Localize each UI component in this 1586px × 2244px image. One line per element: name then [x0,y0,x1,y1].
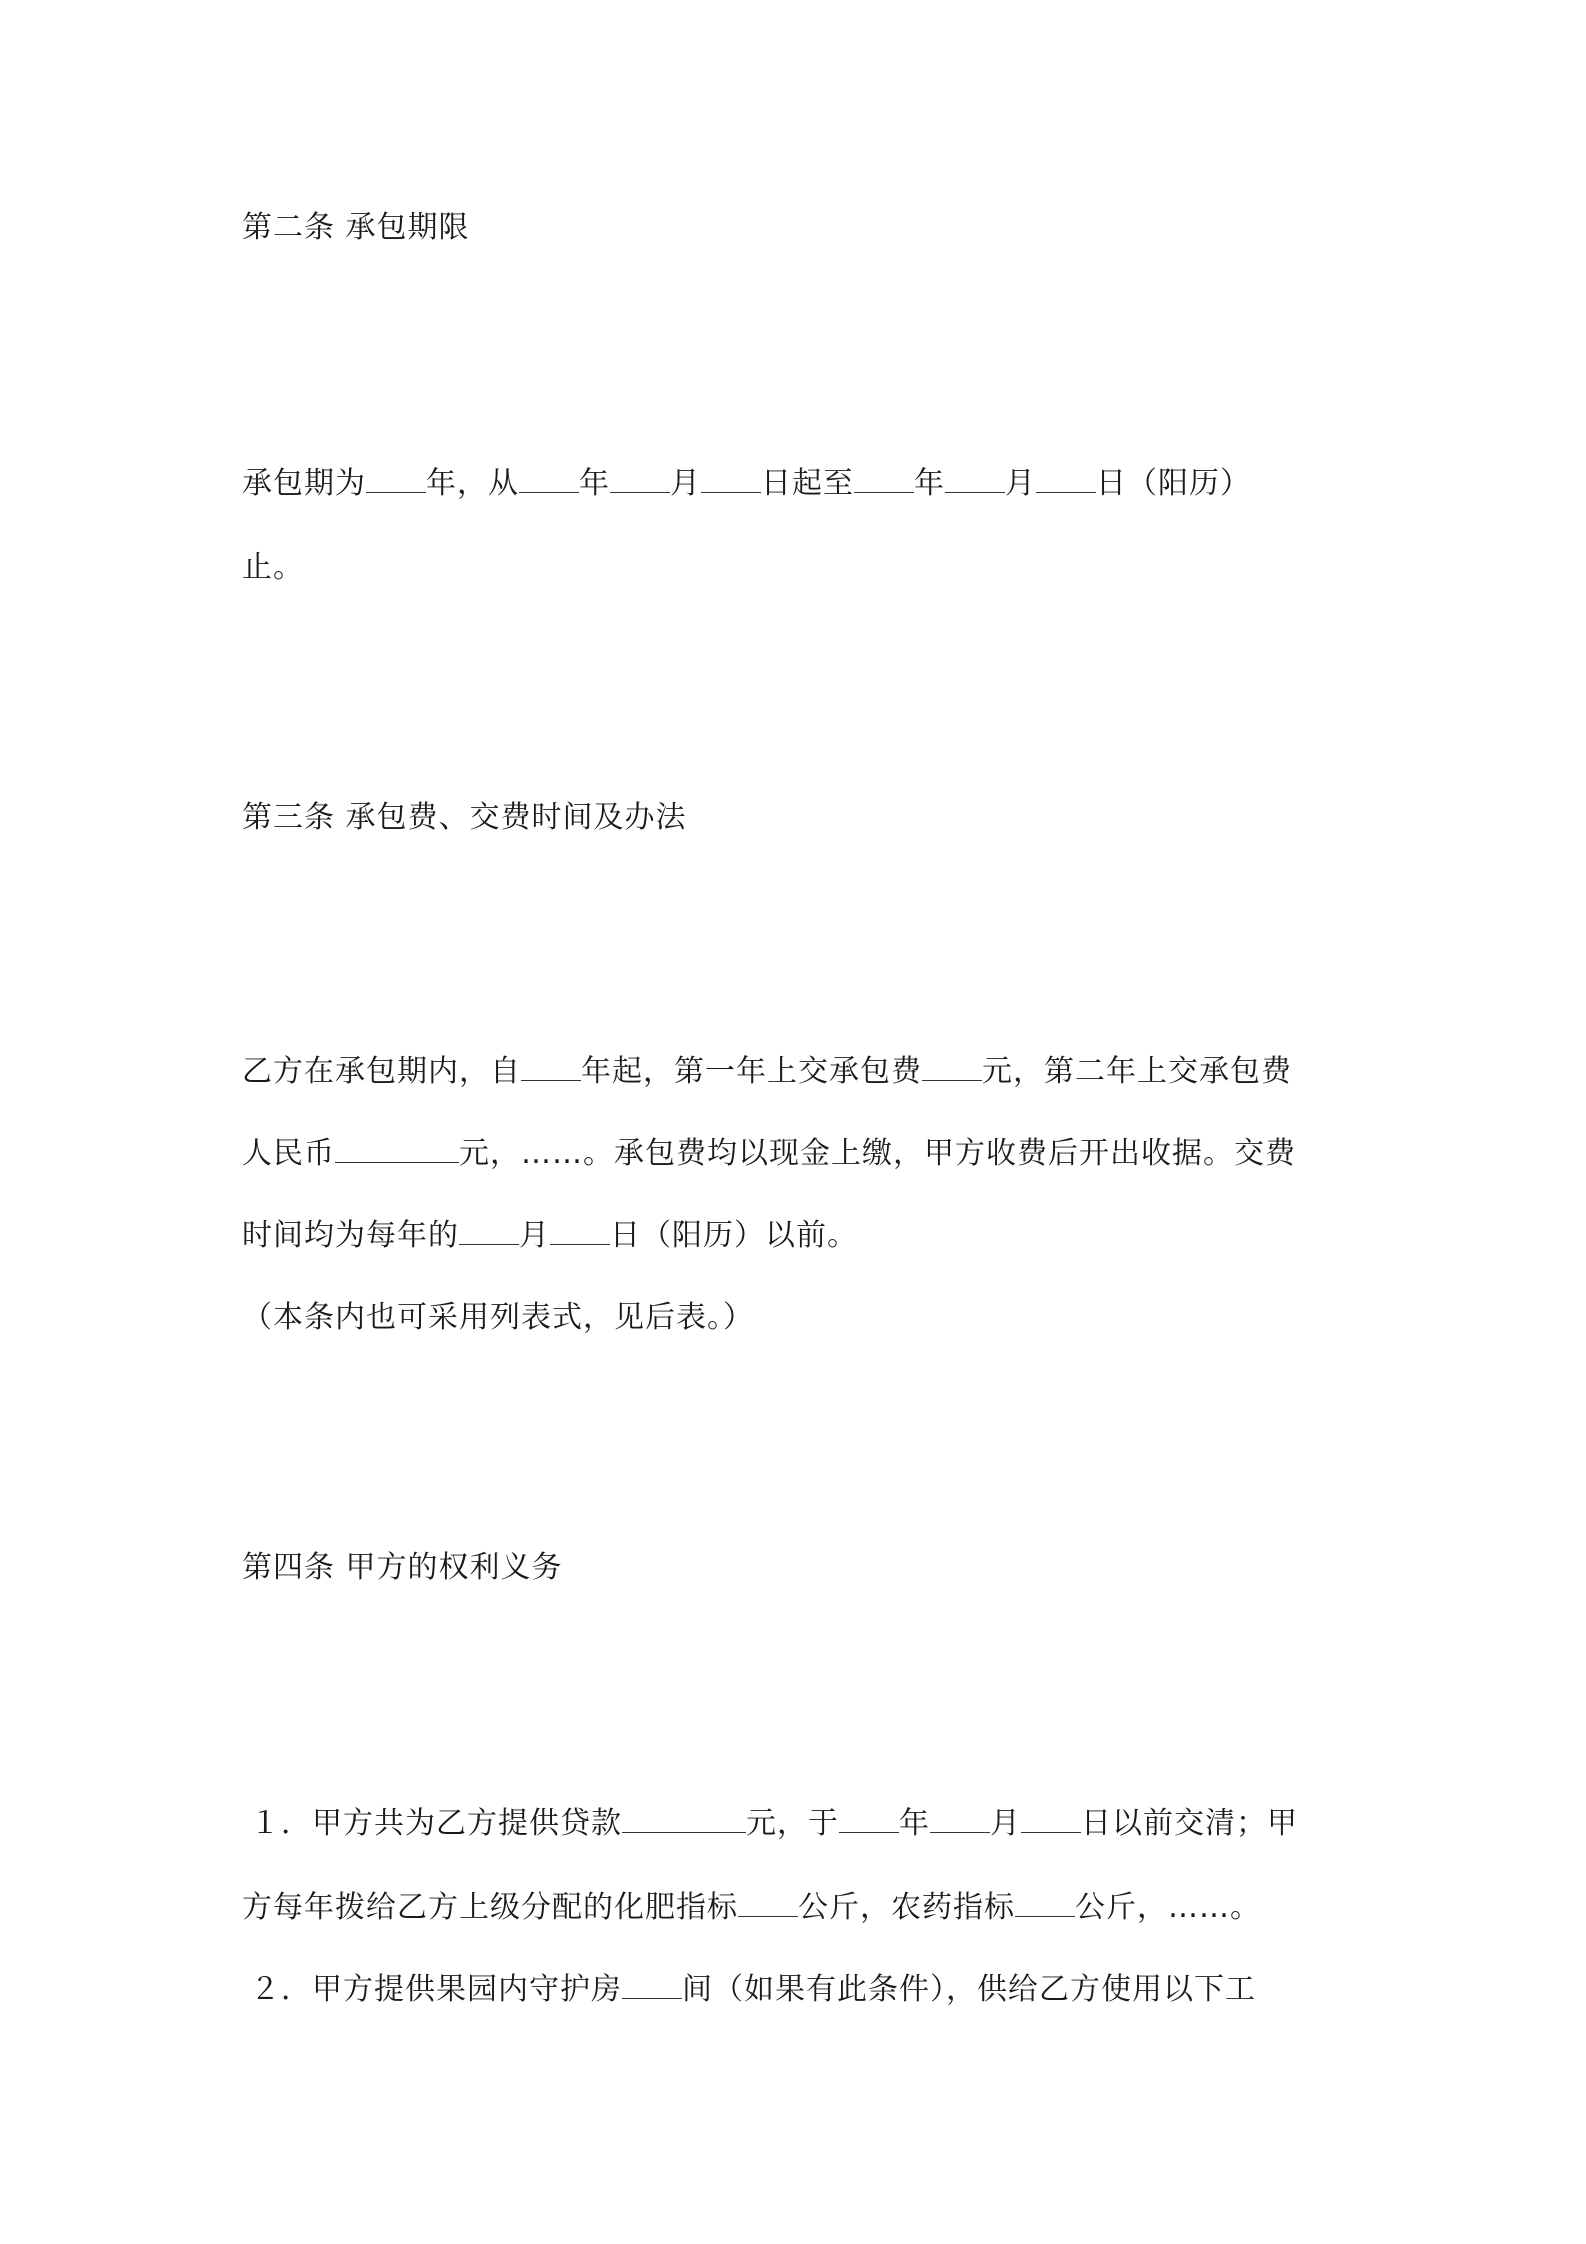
blank-years [366,466,426,493]
blank-start-year [519,466,579,493]
blank-pay-month [459,1218,519,1245]
text-segment: 月 [1005,466,1036,501]
blank-pesticide-quota [1015,1890,1075,1917]
article-3-paragraph-line-3 [242,1216,858,1256]
blank-loan-day [1021,1806,1081,1833]
text-segment: 元，于 [746,1806,839,1841]
blank-fertilizer-quota [738,1890,798,1917]
article-4-item-1-line-1 [250,1804,1298,1844]
text-segment: 日（阳历） [1096,466,1251,501]
text-segment: 人民币 [242,1136,335,1171]
text-segment: 年 [579,466,610,501]
text-segment: 月 [670,466,701,501]
text-segment: 年，从 [426,466,519,501]
text-segment: 月 [519,1218,550,1253]
blank-guard-rooms [622,1972,682,1999]
blank-loan-amount [622,1806,746,1833]
blank-second-year-fee [335,1136,459,1163]
article-2-heading: 第二条 承包期限 [242,210,470,245]
text-segment: 公斤，农药指标 [798,1890,1015,1925]
blank-loan-year [839,1806,899,1833]
article-4-heading: 第四条 甲方的权利义务 [242,1550,563,1585]
text-segment: 方每年拨给乙方上级分配的化肥指标 [242,1890,738,1925]
text-segment: 公斤，……。 [1075,1890,1261,1925]
text-segment: 年 [914,466,945,501]
text-segment: 月 [990,1806,1021,1841]
article-2-paragraph-line-1 [242,464,1251,504]
text-segment: 年 [899,1806,930,1841]
article-3-heading: 第三条 承包费、交费时间及办法 [242,800,687,835]
text-segment: １．甲方共为乙方提供贷款 [250,1806,622,1841]
text-segment: 元，……。承包费均以现金上缴，甲方收费后开出收据。交费 [459,1136,1296,1171]
blank-start-day [701,466,761,493]
blank-pay-day [550,1218,610,1245]
blank-loan-month [930,1806,990,1833]
text-segment: ２．甲方提供果园内守护房 [250,1972,622,2007]
text-segment: 日起至 [761,466,854,501]
text-segment: 年起，第一年上交承包费 [581,1054,922,1089]
text-segment: 间（如果有此条件），供给乙方使用以下工 [682,1972,1256,2007]
article-3-paragraph-line-2 [242,1134,1296,1174]
blank-start-month [610,466,670,493]
text-segment: 日（阳历）以前。 [610,1218,858,1253]
text-segment: 日以前交清；甲 [1081,1806,1298,1841]
blank-end-day [1036,466,1096,493]
blank-end-month [945,466,1005,493]
text-segment: 元，第二年上交承包费 [982,1054,1292,1089]
blank-start-year [521,1054,581,1081]
text-segment: 承包期为 [242,466,366,501]
text-segment: 时间均为每年的 [242,1218,459,1253]
article-3-paragraph-line-1 [242,1052,1292,1092]
blank-first-year-fee [922,1054,982,1081]
article-4-item-1-line-2 [242,1888,1261,1928]
article-3-note: （本条内也可采用列表式，见后表。） [242,1300,754,1335]
blank-end-year [854,466,914,493]
article-2-paragraph-line-2: 止。 [242,550,304,585]
text-segment: 乙方在承包期内，自 [242,1054,521,1089]
article-4-item-2-line-1 [250,1970,1256,2010]
